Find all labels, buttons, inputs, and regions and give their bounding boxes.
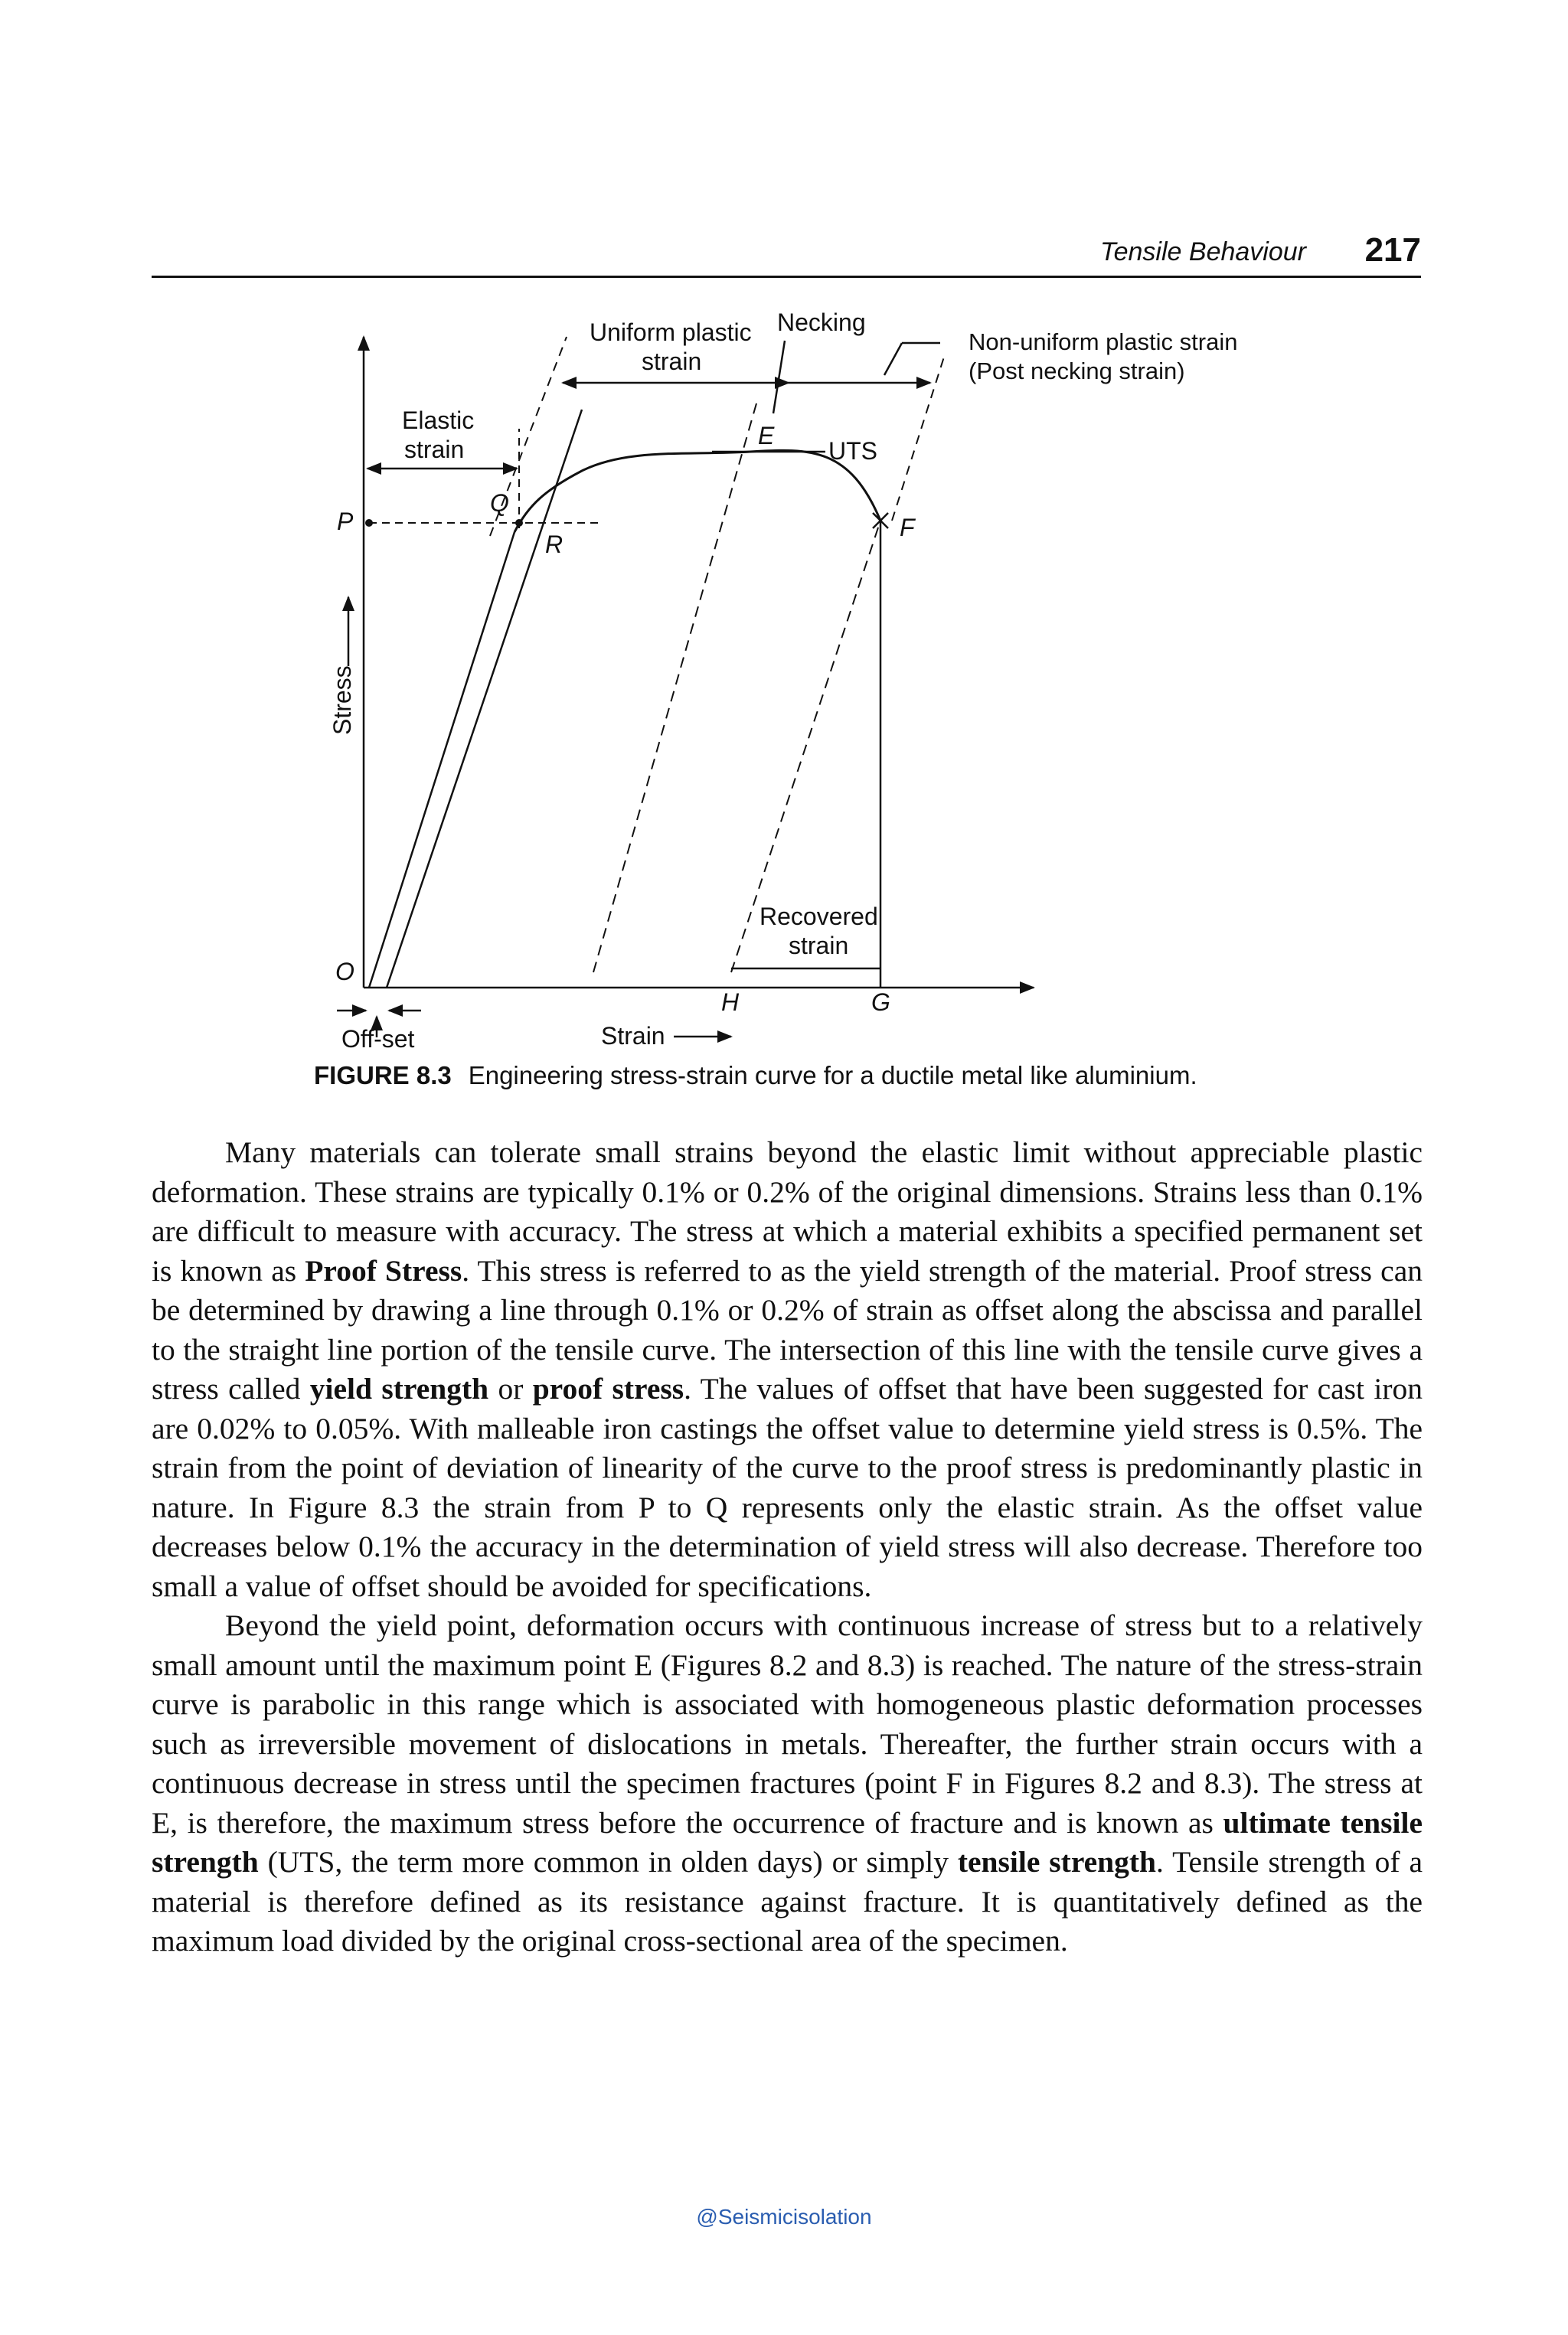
caption-text: Engineering stress-strain curve for a ductile metal like aluminium. (468, 1061, 1197, 1089)
term-tensile-strength: tensile strength (957, 1845, 1157, 1879)
elastic-strain-label-2: strain (404, 436, 465, 463)
running-head (152, 230, 1421, 278)
label-r: R (545, 531, 564, 558)
uts-label: UTS (828, 437, 877, 465)
recovered-label-2: strain (789, 932, 849, 959)
page-number: 217 (1364, 231, 1421, 269)
elastic-strain-label-1: Elastic (402, 407, 475, 434)
uniform-plastic-label-1: Uniform plastic (590, 318, 752, 346)
stress-axis-label: Stress (328, 665, 356, 735)
label-origin: O (335, 958, 354, 985)
watermark: @Seismicisolation (696, 2205, 872, 2229)
nonuniform-label-2: (Post necking strain) (969, 358, 1185, 384)
term-proof-stress: Proof Stress (305, 1253, 462, 1288)
paragraph-proof-stress: Many materials can tolerate small strains beyond the elastic limit without appreciable plastic deformation. These strains are typically 0.1% or 0.2% of the original dimensions. Strains less than 0.1% are difficult to measure with accuracy. The stress at which a material exhibits a specified permanent set is known as Proof Stress. This stress is referred to as the yield strength of the material. Proof stress can be determined by drawing a line through 0.1% or 0.2% of strain as offset along the abscissa and parallel to the straight line portion of the tensile curve. The intersection of this line with the tensile curve gives a stress called yield strength or proof stress. The values of offset that have been suggested for cast iron are 0.02% to 0.05%. With malleable iron castings the offset value to determine yield stress is 0.5%. The strain from the point of deviation of linearity of the curve to the proof stress is predominantly plastic in nature. In Figure 8.3 the strain from P to Q represents only the elastic strain. As the offset value decreases below 0.1% the accuracy in the determination of yield stress will also decrease. Therefore too small a value of offset should be avoided for specifications. (152, 1135, 1423, 1603)
necking-leader (773, 341, 785, 413)
necking-label: Necking (777, 309, 866, 336)
label-e: E (758, 422, 775, 449)
term-yield-strength: yield strength (309, 1372, 489, 1406)
figure-caption (314, 1061, 1462, 1090)
nonuniform-leader-diag (884, 343, 902, 375)
point-p-marker (365, 519, 373, 527)
nonuniform-right-dashed (892, 352, 946, 521)
tensile-curve (514, 450, 880, 532)
body-text (152, 1133, 1423, 1961)
figure-8-3 (0, 291, 1568, 1072)
running-title: Tensile Behaviour (1099, 237, 1306, 266)
strain-axis-label: Strain (601, 1022, 665, 1050)
label-p: P (337, 508, 354, 535)
recovered-label-1: Recovered (760, 903, 878, 930)
term-ultimate-tensile-strength: ultimate tensile strength (152, 1805, 1423, 1879)
label-h: H (721, 988, 740, 1016)
necking-divider-dashed (593, 398, 758, 972)
point-q-marker (515, 519, 523, 527)
label-g: G (871, 988, 890, 1016)
label-f: F (900, 514, 915, 541)
paragraph-uts: Beyond the yield point, deformation occurs with continuous increase of stress but to a relatively small amount until the maximum point E (Figures 8.2 and 8.3) is reached. The nature of the stress-strain curve is parabolic in this range which is associated with homogeneous plastic deformation processes such as irreversible movement of dislocations in metals. Thereafter, the further strain occurs with a continuous decrease in stress until the specimen fractures (point F in Figures 8.2 and 8.3). The stress at E, is therefore, the maximum stress before the occurrence of fracture and is known as ultimate tensile strength (UTS, the term more common in olden days) or simply tensile strength. Tensile strength of a material is therefore defined as its resistance against fracture. It is quantitatively defined as the maximum load divided by the original cross-sectional area of the specimen. (152, 1608, 1423, 1958)
nonuniform-label-1: Non-uniform plastic strain (969, 328, 1238, 355)
caption-number: FIGURE 8.3 (314, 1061, 452, 1089)
stress-strain-diagram (0, 291, 1568, 1072)
elastic-line (369, 532, 514, 988)
offset-label: Off-set (341, 1025, 415, 1053)
uniform-plastic-label-2: strain (642, 348, 702, 375)
label-q: Q (490, 489, 509, 517)
offset-line (387, 410, 582, 988)
term-proof-stress-2: proof stress (532, 1372, 684, 1406)
